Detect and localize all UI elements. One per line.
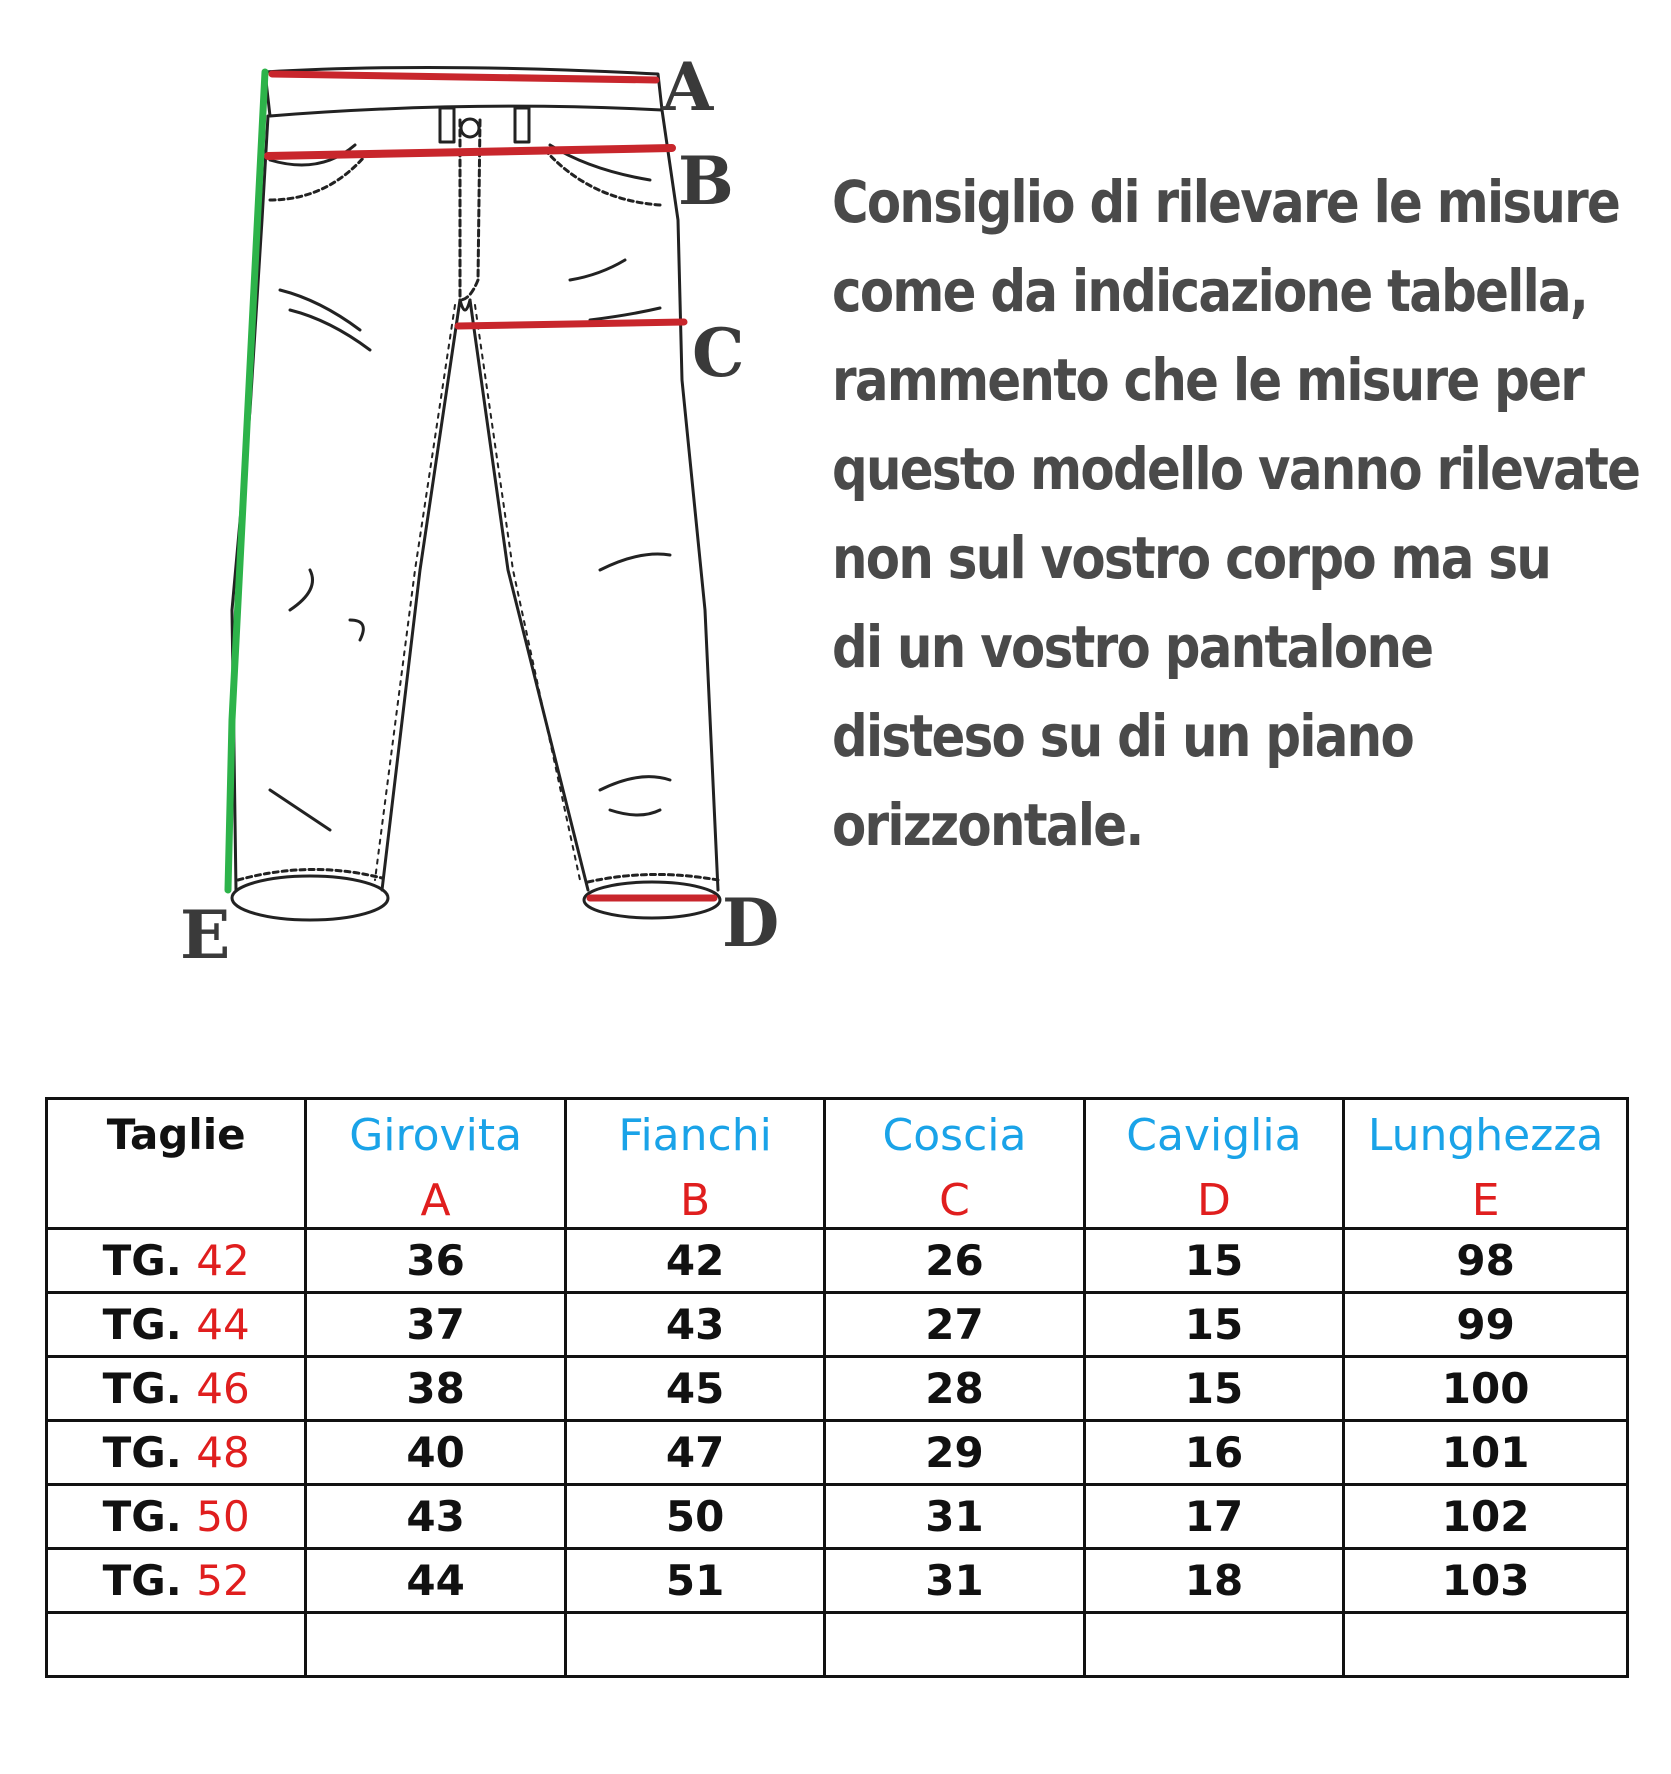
size-prefix: TG.: [102, 1300, 182, 1349]
table-header-row: [47, 1099, 1628, 1229]
table-row: [47, 1357, 1628, 1421]
empty-cell: [565, 1613, 824, 1677]
instruction-line: disteso su di un piano: [832, 702, 1414, 770]
value-cell: 15: [1084, 1229, 1344, 1293]
instruction-line: di un vostro pantalone: [832, 613, 1433, 681]
value-cell: 27: [825, 1293, 1084, 1357]
header-fianchi: [565, 1099, 824, 1229]
table-row: [47, 1549, 1628, 1613]
empty-cell: [1344, 1613, 1628, 1677]
size-number: 52: [196, 1556, 250, 1605]
empty-cell: [825, 1613, 1084, 1677]
table-row: [47, 1485, 1628, 1549]
size-number: 48: [196, 1428, 250, 1477]
value-cell: 98: [1344, 1229, 1628, 1293]
header-name: Coscia: [882, 1110, 1027, 1161]
pants-measurement-diagram: [170, 50, 790, 980]
size-prefix: TG.: [102, 1556, 182, 1605]
size-prefix: TG.: [102, 1492, 182, 1541]
label-D: D: [722, 884, 780, 962]
size-number: 44: [196, 1300, 250, 1349]
size-table: [45, 1097, 1629, 1678]
value-cell: 37: [306, 1293, 566, 1357]
value-cell: 36: [306, 1229, 566, 1293]
value-cell: 38: [306, 1357, 566, 1421]
label-B: B: [678, 142, 734, 220]
value-cell: 50: [565, 1485, 824, 1549]
header-sizes: [47, 1099, 306, 1229]
size-number: 46: [196, 1364, 250, 1413]
value-cell: 101: [1344, 1421, 1628, 1485]
value-cell: 102: [1344, 1485, 1628, 1549]
size-cell: [47, 1229, 306, 1293]
value-cell: 43: [306, 1485, 566, 1549]
instruction-line: orizzontale.: [832, 791, 1143, 859]
label-A: A: [662, 48, 714, 126]
value-cell: 16: [1084, 1421, 1344, 1485]
measurement-instructions: [832, 158, 1640, 870]
value-cell: 42: [565, 1229, 824, 1293]
empty-cell: [306, 1613, 566, 1677]
header-lunghezza: [1344, 1099, 1628, 1229]
header-caviglia: [1084, 1099, 1344, 1229]
size-cell: [47, 1357, 306, 1421]
header-coscia: [825, 1099, 1084, 1229]
size-prefix: TG.: [102, 1364, 182, 1413]
header-letter: B: [679, 1175, 711, 1226]
size-prefix: TG.: [102, 1428, 182, 1477]
header-letter: D: [1197, 1175, 1231, 1226]
header-name: Fianchi: [618, 1110, 772, 1161]
value-cell: 31: [825, 1549, 1084, 1613]
instruction-line: rammento che le misure per: [832, 346, 1584, 414]
size-number: 50: [196, 1492, 250, 1541]
value-cell: 100: [1344, 1357, 1628, 1421]
value-cell: 45: [565, 1357, 824, 1421]
value-cell: 15: [1084, 1293, 1344, 1357]
label-E: E: [180, 896, 231, 974]
instruction-line: non sul vostro corpo ma su: [832, 524, 1551, 592]
value-cell: 43: [565, 1293, 824, 1357]
value-cell: 44: [306, 1549, 566, 1613]
header-name: Caviglia: [1126, 1110, 1302, 1161]
value-cell: 47: [565, 1421, 824, 1485]
instruction-line: Consiglio di rilevare le misure: [832, 168, 1620, 236]
header-letter: A: [420, 1175, 451, 1226]
value-cell: 51: [565, 1549, 824, 1613]
header-sizes-label: Taglie: [106, 1110, 246, 1159]
table-row: [47, 1421, 1628, 1485]
header-letter: E: [1471, 1175, 1500, 1226]
value-cell: 26: [825, 1229, 1084, 1293]
value-cell: 99: [1344, 1293, 1628, 1357]
value-cell: 28: [825, 1357, 1084, 1421]
header-letter: C: [939, 1175, 970, 1226]
size-cell: [47, 1485, 306, 1549]
header-name: Girovita: [349, 1110, 523, 1161]
value-cell: 40: [306, 1421, 566, 1485]
table-row-empty: [47, 1613, 1628, 1677]
header-name: Lunghezza: [1367, 1110, 1604, 1161]
empty-cell: [1084, 1613, 1344, 1677]
size-cell: [47, 1293, 306, 1357]
size-cell: [47, 1421, 306, 1485]
value-cell: 17: [1084, 1485, 1344, 1549]
value-cell: 29: [825, 1421, 1084, 1485]
table-row: [47, 1229, 1628, 1293]
size-number: 42: [196, 1236, 250, 1285]
value-cell: 103: [1344, 1549, 1628, 1613]
value-cell: 18: [1084, 1549, 1344, 1613]
instruction-line: questo modello vanno rilevate: [832, 435, 1640, 503]
value-cell: 15: [1084, 1357, 1344, 1421]
size-cell: [47, 1549, 306, 1613]
label-C: C: [692, 314, 745, 392]
size-prefix: TG.: [102, 1236, 182, 1285]
header-girovita: [306, 1099, 566, 1229]
value-cell: 31: [825, 1485, 1084, 1549]
table-row: [47, 1293, 1628, 1357]
instruction-line: come da indicazione tabella,: [832, 257, 1588, 325]
empty-cell: [47, 1613, 306, 1677]
